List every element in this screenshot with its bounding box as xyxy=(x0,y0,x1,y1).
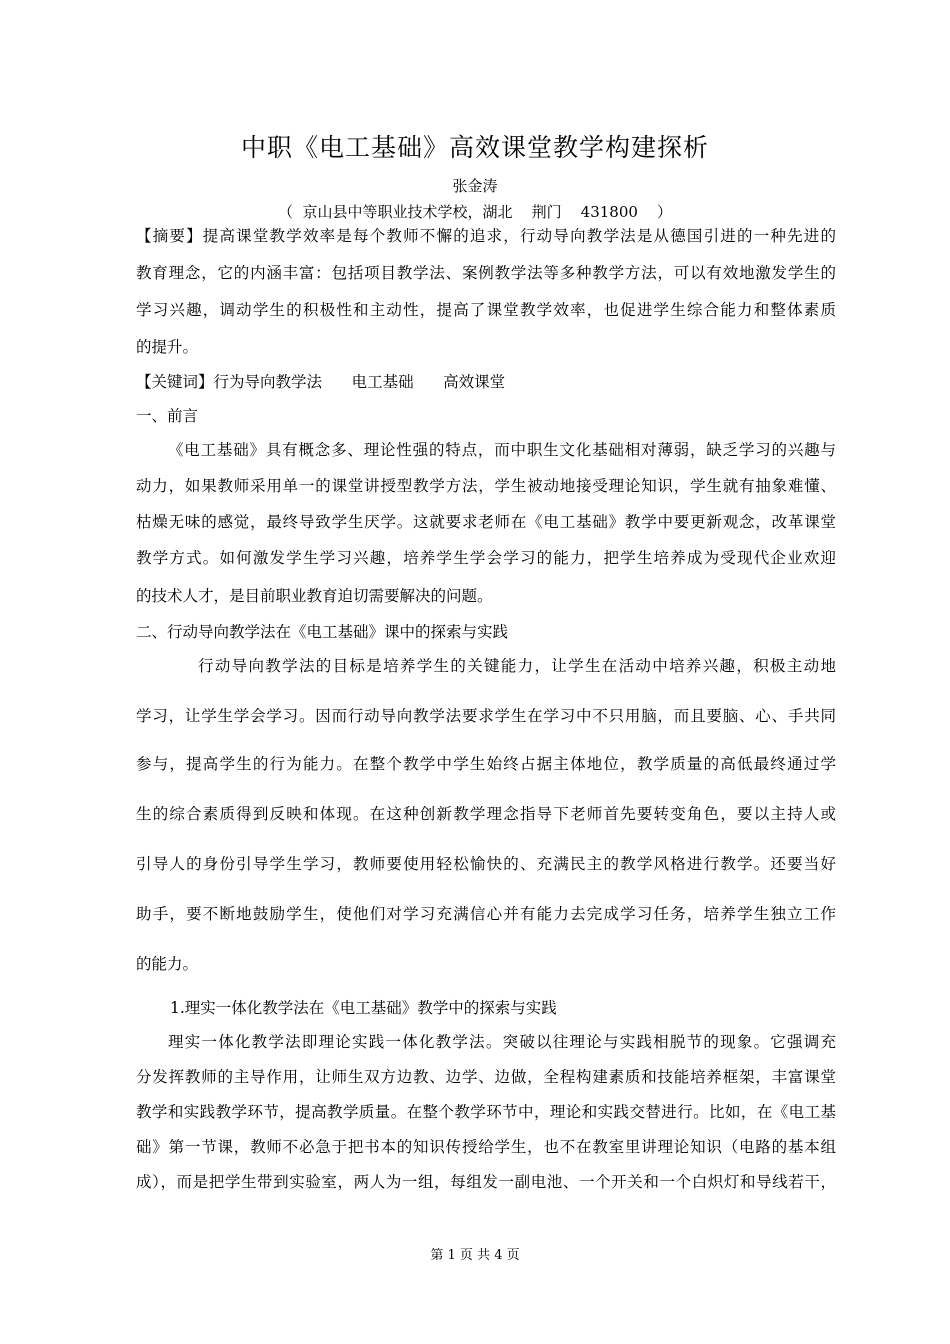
subsection-heading: 1.理实一体化教学法在《电工基础》教学中的探索与实践 xyxy=(170,999,557,1017)
page-footer: 第 1 页 共 4 页 xyxy=(430,1248,520,1263)
paragraph-line: 成），而是把学生带到实验室，两人为一组，每组发一副电池、一个开关和一个白炽灯和导线若干， xyxy=(136,1173,836,1191)
keywords: 【关键词】行为导向教学法 电工基础 高效课堂 xyxy=(136,373,506,391)
paragraph-line: 的技术人才，是目前职业教育迫切需要解决的问题。 xyxy=(136,587,493,605)
author-name: 张金涛 xyxy=(452,177,498,195)
paragraph-line: 础》第一节课，教师不必急于把书本的知识传授给学生，也不在教室里讲理论知识（电路的基本组 xyxy=(136,1138,836,1156)
paragraph-line: 动力，如果教师采用单一的课堂讲授型教学方法，学生被动地接受理论知识，学生就有抽象难懂、 xyxy=(136,477,836,495)
paragraph-line: 枯燥无味的感觉，最终导致学生厌学。这就要求老师在《电工基础》教学中要更新观念，改革课堂 xyxy=(136,513,836,531)
abstract-line: 【摘要】提高课堂教学效率是每个教师不懈的追求，行动导向教学法是从德国引进的一种先进的 xyxy=(136,227,836,245)
paragraph-line: 分发挥教师的主导作用，让师生双方边教、边学、边做，全程构建素质和技能培养框架，丰富课堂 xyxy=(136,1068,836,1086)
paragraph-line: 参与，提高学生的行为能力。在整个教学中学生始终占据主体地位，教学质量的高低最终通过学 xyxy=(136,755,836,773)
paragraph-line: 《电工基础》具有概念多、理论性强的特点，而中职生文化基础相对薄弱，缺乏学习的兴趣与 xyxy=(168,441,836,459)
paragraph-line: 的能力。 xyxy=(136,955,199,973)
paragraph-line: 助手，要不断地鼓励学生，使他们对学习充满信心并有能力去完成学习任务，培养学生独立工作 xyxy=(136,905,836,923)
paragraph-line: 理实一体化教学法即理论实践一体化教学法。突破以往理论与实践相脱节的现象。它强调充 xyxy=(168,1033,836,1051)
abstract-line: 学习兴趣，调动学生的积极性和主动性，提高了课堂教学效率，也促进学生综合能力和整体素质 xyxy=(136,301,836,319)
paragraph-line: 行动导向教学法的目标是培养学生的关键能力，让学生在活动中培养兴趣，积极主动地 xyxy=(198,657,836,675)
paragraph-line: 教学和实践教学环节，提高教学质量。在整个教学环节中，理论和实践交替进行。比如，在《电工基 xyxy=(136,1103,836,1121)
section-heading: 一、前言 xyxy=(136,407,199,425)
paragraph-line: 教学方式。如何激发学生学习兴趣，培养学生学会学习的能力，把学生培养成为受现代企业欢迎 xyxy=(136,549,836,567)
abstract-line: 的提升。 xyxy=(136,338,199,356)
paragraph-line: 学习，让学生学会学习。因而行动导向教学法要求学生在学习中不只用脑，而且要脑、心、手共同 xyxy=(136,707,836,725)
abstract-line: 教育理念，它的内涵丰富：包括项目教学法、案例教学法等多种教学方法，可以有效地激发学生的 xyxy=(136,264,836,282)
section-heading: 二、行动导向教学法在《电工基础》课中的探索与实践 xyxy=(136,623,509,641)
paper-title: 中职《电工基础》高效课堂教学构建探析 xyxy=(240,133,709,162)
author-affiliation: （ 京山县中等职业技术学校，湖北 荆门 431800 ） xyxy=(277,203,672,221)
paragraph-line: 生的综合素质得到反映和体现。在这种创新教学理念指导下老师首先要转变角色，要以主持人或 xyxy=(136,805,836,823)
paragraph-line: 引导人的身份引导学生学习，教师要使用轻松愉快的、充满民主的教学风格进行教学。还要当好 xyxy=(136,855,836,873)
